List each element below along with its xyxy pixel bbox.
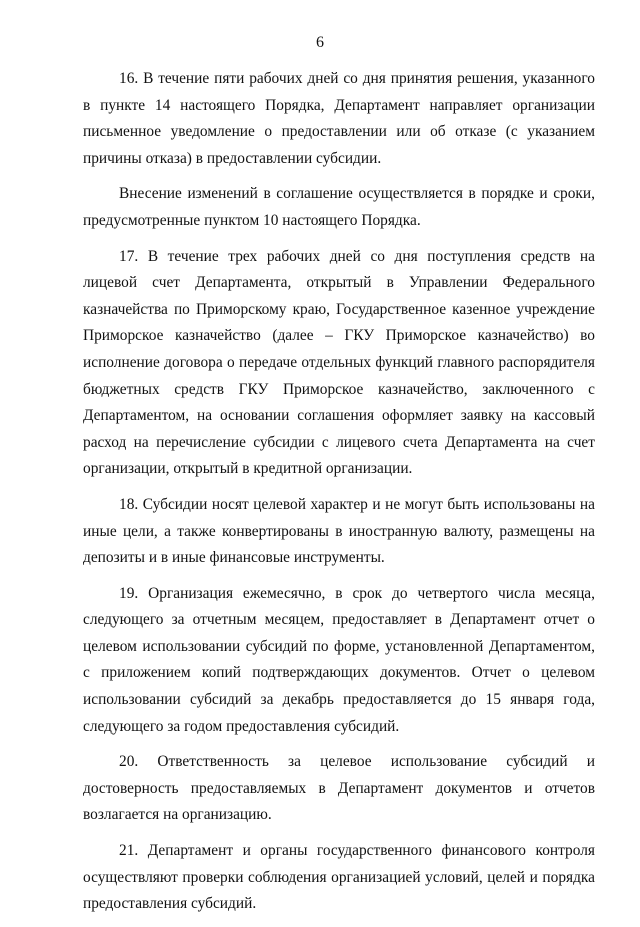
paragraph-17: 17. В течение трех рабочих дней со дня поступления средств на лицевой счет Департамента, открытый в Управлении Федерального казначейства по Приморскому краю, Государственное казенное учреждение Приморское казначейство (далее – ГКУ Приморское казначейство) во исполнение договора о передаче отдельных функций главного распорядителя бюджетных средств ГКУ Приморское казначейство, заключенного с Департаментом, на основании соглашения оформляет заявку на кассовый расход на перечисление субсидии с лицевого счета Департамента на счет организации, открытый в кредитной организации. [83, 247, 595, 478]
document-body [83, 66, 595, 927]
paragraph-20: 20. Ответственность за целевое использование субсидий и достоверность предоставляемых в Департамент документов и отчетов возлагается на организацию. [83, 753, 595, 824]
paragraph-16: 16. В течение пяти рабочих дней со дня принятия решения, указанного в пункте 14 настоящего Порядка, Департамент направляет организации письменное уведомление о предоставлении или об отказе (с указанием причины отказа) в предоставлении субсидии. [83, 70, 595, 167]
page-number: 6 [316, 34, 324, 51]
paragraph-21: 21. Департамент и органы государственного финансового контроля осуществляют проверки соблюдения организацией условий, целей и порядка предоставления субсидий. [83, 842, 595, 913]
paragraph-19: 19. Организация ежемесячно, в срок до четвертого числа месяца, следующего за отчетным месяцем, предоставляет в Департамент отчет о целевом использовании субсидий по форме, установленной Департаментом, с приложением копий подтверждающих документов. Отчет о целевом использовании субсидий за декабрь предоставляется до 15 января года, следующего за годом предоставления субсидий. [83, 584, 595, 735]
paragraph-amendments: Внесение изменений в соглашение осуществляется в порядке и сроки, предусмотренные пунктом 10 настоящего Порядка. [83, 185, 595, 229]
paragraph-18: 18. Субсидии носят целевой характер и не могут быть использованы на иные цели, а также конвертированы в иностранную валюту, размещены на депозиты и в иные финансовые инструменты. [83, 495, 595, 567]
